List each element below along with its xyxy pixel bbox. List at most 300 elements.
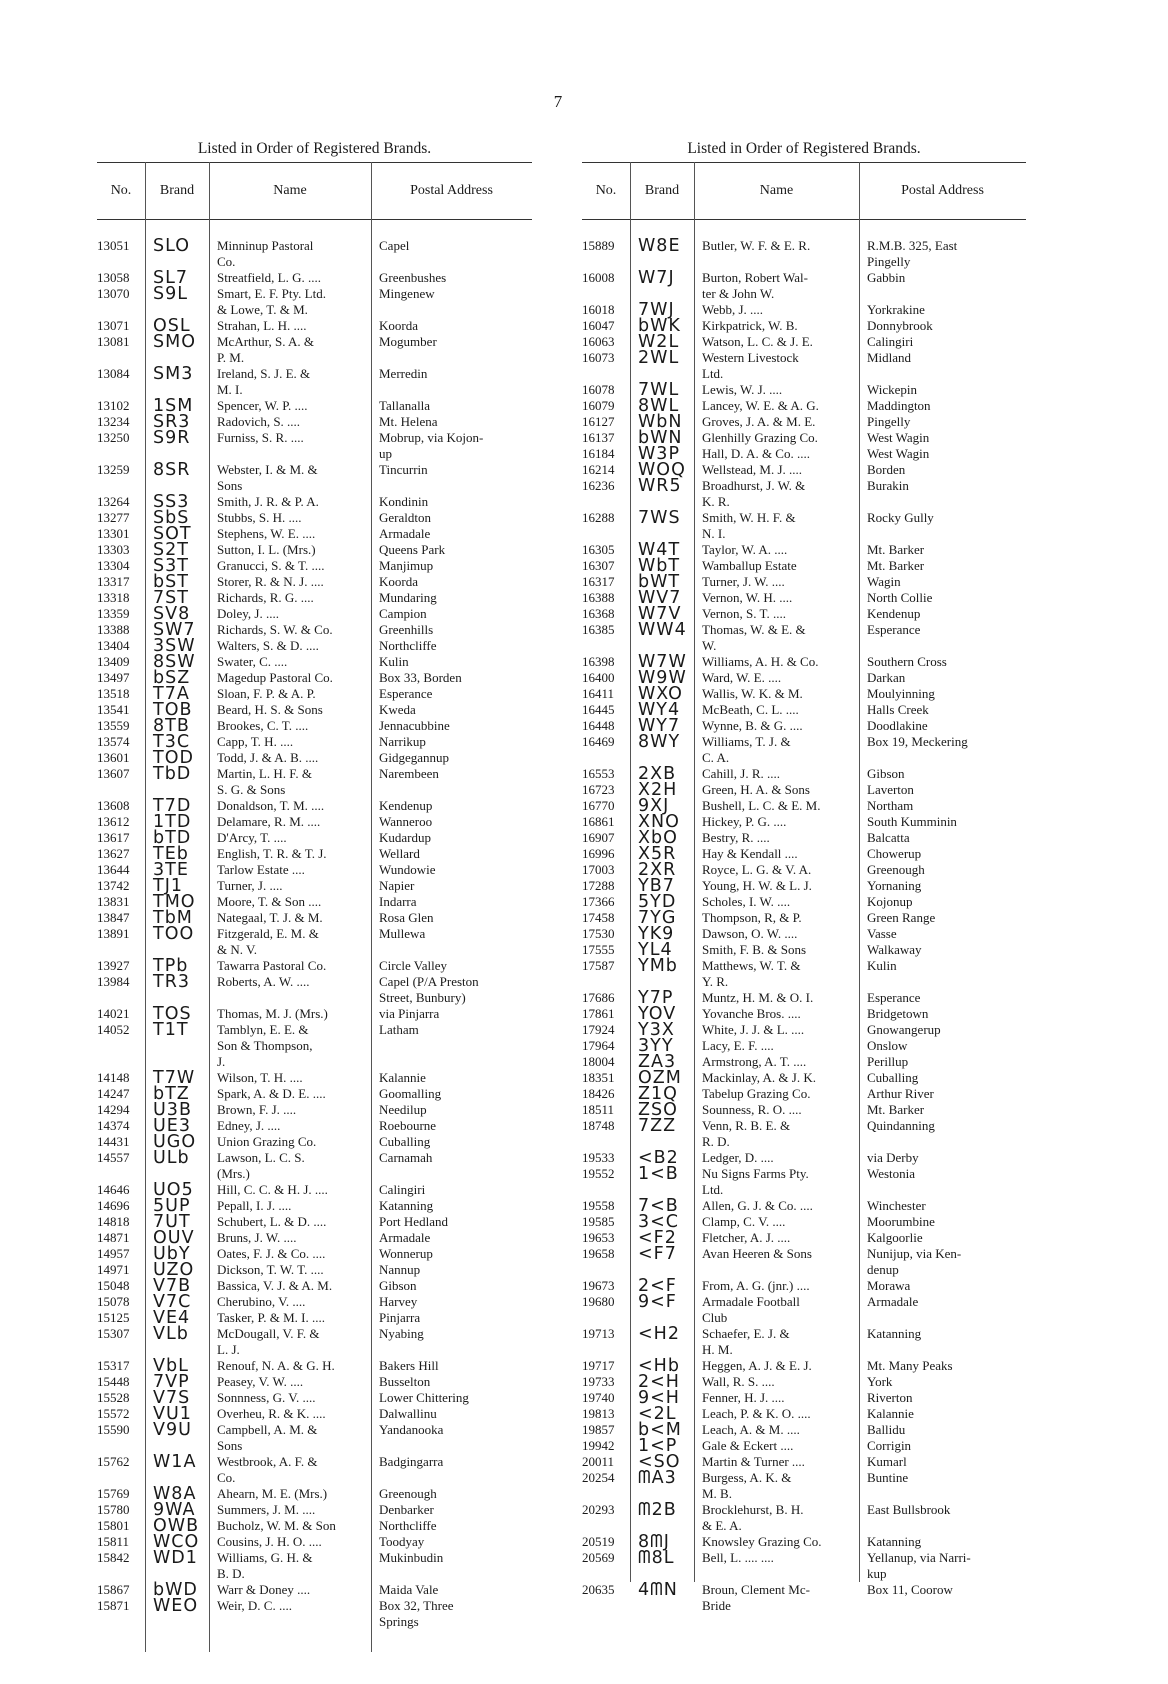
owner-name xyxy=(209,1246,371,1262)
registration-number: 15801 xyxy=(97,1518,130,1533)
owner-name xyxy=(209,878,371,894)
registration-number: 14871 xyxy=(97,1230,130,1245)
brand-mark: XNO xyxy=(638,812,680,832)
owner-name-line: Lacy, E. F. .... xyxy=(702,1038,774,1053)
postal-address xyxy=(371,670,532,686)
postal-address-line: Northcliffe xyxy=(379,1518,437,1533)
postal-address xyxy=(371,1518,532,1534)
brand-mark: W7V xyxy=(638,604,682,624)
brand-mark: WbN xyxy=(638,412,683,432)
registration-number: 16305 xyxy=(582,542,615,557)
owner-name xyxy=(209,974,371,1006)
owner-name-line: Tawarra Pastoral Co. xyxy=(217,958,327,973)
postal-address xyxy=(371,910,532,926)
postal-address-line: Buntine xyxy=(867,1470,909,1485)
registration-number: 13303 xyxy=(97,542,130,557)
registration-number: 16861 xyxy=(582,814,615,829)
owner-name-line: Hall, D. A. & Co. .... xyxy=(702,446,810,461)
brand-mark: TOD xyxy=(153,748,194,768)
registration-number: 15078 xyxy=(97,1294,130,1309)
owner-name xyxy=(694,846,859,862)
owner-name-line: Cahill, J. R. .... xyxy=(702,766,781,781)
postal-address-line: Maddington xyxy=(867,398,931,413)
postal-address-line: Wellard xyxy=(379,846,420,861)
owner-name xyxy=(209,1406,371,1422)
brand-mark: 7ZZ xyxy=(638,1116,677,1136)
table-row xyxy=(582,1550,1026,1582)
registration-number: 13891 xyxy=(97,926,130,941)
brand-mark: 7UT xyxy=(153,1212,191,1232)
owner-name-line: & N. V. xyxy=(217,942,257,957)
postal-address xyxy=(859,270,1026,302)
owner-name xyxy=(209,846,371,862)
owner-name-line: Renouf, N. A. & G. H. xyxy=(217,1358,335,1373)
owner-name xyxy=(209,686,371,702)
brand-mark: XbO xyxy=(638,828,678,848)
brand-mark: 9<H xyxy=(638,1388,680,1408)
owner-name xyxy=(694,542,859,558)
owner-name xyxy=(694,270,859,302)
brand-mark: T1T xyxy=(153,1020,189,1040)
postal-address xyxy=(859,382,1026,398)
postal-address xyxy=(859,1022,1026,1038)
owner-name xyxy=(694,670,859,686)
postal-address xyxy=(859,430,1026,446)
owner-name xyxy=(209,1454,371,1486)
postal-address-line: Kalannie xyxy=(379,1070,426,1085)
registration-number: 13497 xyxy=(97,670,130,685)
registration-number: 20254 xyxy=(582,1470,615,1485)
postal-address xyxy=(371,766,532,798)
owner-name xyxy=(209,894,371,910)
registration-number: 19740 xyxy=(582,1390,615,1405)
postal-address-line: Kulin xyxy=(379,654,409,669)
postal-address-line: Pinjarra xyxy=(379,1310,421,1325)
brand-mark: 2WL xyxy=(638,348,680,368)
brand-mark: V7C xyxy=(153,1292,192,1312)
brand-mark: VU1 xyxy=(153,1404,192,1424)
owner-name xyxy=(209,1550,371,1582)
owner-name xyxy=(209,1182,371,1198)
owner-name-line: Beard, H. S. & Sons xyxy=(217,702,323,717)
registration-number: 16008 xyxy=(582,270,615,285)
postal-address xyxy=(371,238,532,270)
owner-name-line: ter & John W. xyxy=(702,286,775,301)
owner-name-line: Sounness, R. O. .... xyxy=(702,1102,802,1117)
owner-name xyxy=(694,766,859,782)
owner-name xyxy=(694,1406,859,1422)
table-row xyxy=(582,478,1026,510)
brand-mark: VbL xyxy=(153,1356,189,1376)
owner-name xyxy=(694,798,859,814)
owner-name-line: Walters, S. & D. .... xyxy=(217,638,319,653)
postal-address xyxy=(859,718,1026,734)
owner-name-line: Lawson, L. C. S. xyxy=(217,1150,305,1165)
postal-address-line: Mullewa xyxy=(379,926,426,941)
owner-name xyxy=(209,862,371,878)
postal-address-line: Springs xyxy=(379,1614,419,1629)
postal-address-line: Perillup xyxy=(867,1054,909,1069)
owner-name-line: Sloan, F. P. & A. P. xyxy=(217,686,316,701)
owner-name xyxy=(694,478,859,510)
postal-address xyxy=(859,574,1026,590)
brand-mark: T7D xyxy=(153,796,192,816)
owner-name-line: Warr & Doney .... xyxy=(217,1582,311,1597)
owner-name xyxy=(694,1326,859,1358)
owner-name xyxy=(209,814,371,830)
owner-name-line: Ltd. xyxy=(702,366,724,381)
owner-name-line: Knowsley Grazing Co. xyxy=(702,1534,822,1549)
owner-name-line: Bestry, R. .... xyxy=(702,830,770,845)
postal-address xyxy=(371,814,532,830)
owner-name xyxy=(209,1598,371,1630)
registration-number: 14971 xyxy=(97,1262,130,1277)
brand-mark: T7A xyxy=(153,684,190,704)
postal-address-line: Box 19, Meckering xyxy=(867,734,968,749)
owner-name-line: Ltd. xyxy=(702,1182,724,1197)
postal-address xyxy=(371,1422,532,1454)
divider xyxy=(630,162,631,1582)
postal-address xyxy=(371,1582,532,1598)
brand-mark: ULb xyxy=(153,1148,190,1168)
registration-number: 13601 xyxy=(97,750,130,765)
owner-name-line: Groves, J. A. & M. E. xyxy=(702,414,816,429)
registration-number: 13317 xyxy=(97,574,130,589)
postal-address xyxy=(371,1182,532,1198)
postal-address xyxy=(859,1454,1026,1470)
brand-mark: 8WL xyxy=(638,396,680,416)
owner-name-line: Campbell, A. M. & xyxy=(217,1422,318,1437)
postal-address xyxy=(371,558,532,574)
registration-number: 20635 xyxy=(582,1582,615,1597)
registration-number: 16770 xyxy=(582,798,615,813)
postal-address xyxy=(371,510,532,526)
brand-mark: V9U xyxy=(153,1420,192,1440)
postal-address-line: Needilup xyxy=(379,1102,427,1117)
registration-number: 16288 xyxy=(582,510,615,525)
table-row xyxy=(97,766,532,798)
table-row xyxy=(582,1246,1026,1278)
registration-number: 18426 xyxy=(582,1086,615,1101)
owner-name xyxy=(209,1118,371,1134)
table-row xyxy=(97,1454,532,1486)
table-row xyxy=(582,1294,1026,1326)
owner-name xyxy=(694,318,859,334)
postal-address-line: Capel (P/A Preston xyxy=(379,974,479,989)
postal-address xyxy=(371,622,532,638)
postal-address xyxy=(859,558,1026,574)
left-table-body xyxy=(97,238,532,1630)
brand-mark: UE3 xyxy=(153,1116,191,1136)
brand-mark: WbT xyxy=(638,556,681,576)
registration-number: 13051 xyxy=(97,238,130,253)
registration-number: 15307 xyxy=(97,1326,130,1341)
owner-name xyxy=(209,750,371,766)
divider xyxy=(859,162,860,1582)
owner-name xyxy=(694,1022,859,1038)
brand-mark: WEO xyxy=(153,1596,199,1616)
registration-number: 13301 xyxy=(97,526,130,541)
brand-mark: W9W xyxy=(638,668,687,688)
owner-name xyxy=(694,958,859,990)
registration-number: 16723 xyxy=(582,782,615,797)
registration-number: 13102 xyxy=(97,398,130,413)
owner-name-line: Heggen, A. J. & E. J. xyxy=(702,1358,812,1373)
postal-address xyxy=(859,1230,1026,1246)
owner-name-line: Young, H. W. & L. J. xyxy=(702,878,812,893)
postal-address xyxy=(859,1006,1026,1022)
registration-number: 15867 xyxy=(97,1582,130,1597)
table-row xyxy=(582,958,1026,990)
owner-name xyxy=(694,1054,859,1070)
owner-name-line: Wynne, B. & G. .... xyxy=(702,718,803,733)
postal-address xyxy=(859,1102,1026,1118)
registration-number: 17003 xyxy=(582,862,615,877)
owner-name xyxy=(209,238,371,270)
postal-address xyxy=(859,350,1026,382)
registration-number: 19680 xyxy=(582,1294,615,1309)
owner-name xyxy=(209,318,371,334)
postal-address-line: Calingiri xyxy=(379,1182,426,1197)
brand-mark: TbD xyxy=(153,764,192,784)
postal-address-line: Carnamah xyxy=(379,1150,433,1165)
owner-name xyxy=(209,334,371,366)
registration-number: 16398 xyxy=(582,654,615,669)
owner-name-line: Ward, W. E. .... xyxy=(702,670,782,685)
registration-number: 15769 xyxy=(97,1486,130,1501)
registration-number: 14148 xyxy=(97,1070,130,1085)
postal-address xyxy=(859,1038,1026,1054)
owner-name xyxy=(694,814,859,830)
registration-number: 16400 xyxy=(582,670,615,685)
postal-address xyxy=(371,1102,532,1118)
registration-number: 15889 xyxy=(582,238,615,253)
owner-name xyxy=(209,1422,371,1454)
brand-mark: 2<F xyxy=(638,1276,677,1296)
brand-mark: ᗰ2B xyxy=(638,1500,677,1520)
brand-mark: <SO xyxy=(638,1452,681,1472)
owner-name-line: J. xyxy=(217,1054,226,1069)
brand-mark: OSL xyxy=(153,316,191,336)
owner-name-line: Williams, T. J. & xyxy=(702,734,791,749)
registration-number: 15528 xyxy=(97,1390,130,1405)
brand-mark: S9R xyxy=(153,428,191,448)
postal-address xyxy=(371,590,532,606)
postal-address-line: Goomalling xyxy=(379,1086,442,1101)
table-row xyxy=(97,1326,532,1358)
owner-name-line: Martin & Turner .... xyxy=(702,1454,805,1469)
postal-address xyxy=(859,798,1026,814)
postal-address xyxy=(371,526,532,542)
owner-name-line: Swater, C. .... xyxy=(217,654,288,669)
postal-address xyxy=(371,894,532,910)
right-caption: Listed in Order of Registered Brands. xyxy=(687,140,921,157)
registration-number: 19673 xyxy=(582,1278,615,1293)
brand-mark: 3YY xyxy=(638,1036,674,1056)
owner-name-line: McBeath, C. L. .... xyxy=(702,702,799,717)
owner-name-line: Wilson, T. H. .... xyxy=(217,1070,303,1085)
table-row xyxy=(582,270,1026,302)
brand-mark: TOB xyxy=(153,700,193,720)
owner-name xyxy=(209,654,371,670)
registration-number: 13541 xyxy=(97,702,130,717)
postal-address-line: Campion xyxy=(379,606,427,621)
postal-address xyxy=(859,910,1026,926)
registration-number: 15842 xyxy=(97,1550,130,1565)
brand-mark: 1SM xyxy=(153,396,194,416)
postal-address-line: Moorumbine xyxy=(867,1214,935,1229)
owner-name xyxy=(694,302,859,318)
registration-number: 13831 xyxy=(97,894,130,909)
postal-address-line: Yornaning xyxy=(867,878,922,893)
owner-name xyxy=(694,1166,859,1198)
brand-mark: YK9 xyxy=(638,924,675,944)
registration-number: 20293 xyxy=(582,1502,615,1517)
owner-name xyxy=(209,1150,371,1182)
postal-address xyxy=(371,1134,532,1150)
brand-mark: T7W xyxy=(153,1068,196,1088)
postal-address xyxy=(371,1022,532,1070)
owner-name xyxy=(694,1102,859,1118)
postal-address-line: Greenough xyxy=(379,1486,437,1501)
owner-name xyxy=(209,1486,371,1502)
registration-number: 14374 xyxy=(97,1118,130,1133)
brand-mark: <B2 xyxy=(638,1148,679,1168)
owner-name-line: White, J. J. & L. .... xyxy=(702,1022,805,1037)
brand-mark: SV8 xyxy=(153,604,191,624)
postal-address-line: Laverton xyxy=(867,782,914,797)
postal-address xyxy=(859,318,1026,334)
table-row xyxy=(582,734,1026,766)
registration-number: 16996 xyxy=(582,846,615,861)
owner-name-line: R. D. xyxy=(702,1134,730,1149)
brand-mark: W7J xyxy=(638,268,675,288)
postal-address-line: Koorda xyxy=(379,574,418,589)
owner-name-line: Summers, J. M. .... xyxy=(217,1502,316,1517)
brand-mark: SOT xyxy=(153,524,192,544)
postal-address xyxy=(371,606,532,622)
owner-name xyxy=(209,606,371,622)
owner-name-line: Avan Heeren & Sons xyxy=(702,1246,812,1261)
postal-address xyxy=(859,1070,1026,1086)
brand-mark: S3T xyxy=(153,556,189,576)
registration-number: 16448 xyxy=(582,718,615,733)
owner-name-line: Gale & Eckert .... xyxy=(702,1438,794,1453)
registration-number: 18511 xyxy=(582,1102,615,1117)
owner-name-line: Stephens, W. E. .... xyxy=(217,526,316,541)
postal-address xyxy=(371,1598,532,1630)
owner-name xyxy=(694,430,859,446)
postal-address xyxy=(371,366,532,398)
brand-mark: U3B xyxy=(153,1100,192,1120)
postal-address xyxy=(859,1166,1026,1198)
owner-name-line: Brookes, C. T. .... xyxy=(217,718,309,733)
registration-number: 16137 xyxy=(582,430,615,445)
registration-number: 19857 xyxy=(582,1422,615,1437)
postal-address xyxy=(371,1406,532,1422)
owner-name-line: Club xyxy=(702,1310,728,1325)
brand-mark: 7WL xyxy=(638,380,680,400)
registration-number: 13644 xyxy=(97,862,130,877)
postal-address-line: Quindanning xyxy=(867,1118,935,1133)
owner-name-line: Webb, J. .... xyxy=(702,302,764,317)
postal-address xyxy=(371,798,532,814)
postal-address-line: Jennacubbine xyxy=(379,718,450,733)
postal-address-line: Mukinbudin xyxy=(379,1550,444,1565)
registration-number: 15871 xyxy=(97,1598,130,1613)
postal-address xyxy=(371,286,532,318)
brand-mark: 7VP xyxy=(153,1372,190,1392)
registration-number: 14957 xyxy=(97,1246,130,1261)
brand-mark: ZA3 xyxy=(638,1052,677,1072)
owner-name xyxy=(209,1230,371,1246)
registration-number: 14431 xyxy=(97,1134,130,1149)
postal-address xyxy=(859,878,1026,894)
registration-number: 13617 xyxy=(97,830,130,845)
postal-address-line: Latham xyxy=(379,1022,419,1037)
owner-name xyxy=(694,1246,859,1278)
postal-address xyxy=(371,974,532,1006)
owner-name-line: Son & Thompson, xyxy=(217,1038,313,1053)
owner-name xyxy=(694,1038,859,1054)
postal-address xyxy=(859,606,1026,622)
brand-mark: YOV xyxy=(638,1004,677,1024)
owner-name-line: (Mrs.) xyxy=(217,1166,250,1181)
postal-address-line: Northcliffe xyxy=(379,638,437,653)
owner-name-line: Radovich, S. .... xyxy=(217,414,301,429)
postal-address-line: Mingenew xyxy=(379,286,435,301)
postal-address-line: Onslow xyxy=(867,1038,908,1053)
postal-address xyxy=(859,1470,1026,1502)
owner-name-line: Brocklehurst, B. H. xyxy=(702,1502,804,1517)
owner-name-line: Co. xyxy=(217,254,236,269)
brand-mark: bWT xyxy=(638,572,681,592)
owner-name-line: Lancey, W. E. & A. G. xyxy=(702,398,819,413)
postal-address xyxy=(371,846,532,862)
postal-address xyxy=(371,1326,532,1358)
owner-name xyxy=(209,270,371,286)
owner-name xyxy=(694,558,859,574)
owner-name-line: McArthur, S. A. & xyxy=(217,334,314,349)
registration-number: 19585 xyxy=(582,1214,615,1229)
owner-name-line: Richards, R. G. .... xyxy=(217,590,314,605)
owner-name-line: Muntz, H. M. & O. I. xyxy=(702,990,814,1005)
owner-name-line: Minninup Pastoral xyxy=(217,238,314,253)
brand-mark: 9<F xyxy=(638,1292,677,1312)
postal-address xyxy=(371,1006,532,1022)
brand-mark: WCO xyxy=(153,1532,200,1552)
brand-mark: V7S xyxy=(153,1388,191,1408)
brand-mark: bTD xyxy=(153,828,192,848)
postal-address xyxy=(371,1358,532,1374)
postal-address-line: Kendenup xyxy=(867,606,921,621)
owner-name-line: Broadhurst, J. W. & xyxy=(702,478,806,493)
postal-address xyxy=(371,1310,532,1326)
owner-name-line: Co. xyxy=(217,1470,236,1485)
registration-number: 19713 xyxy=(582,1326,615,1341)
owner-name xyxy=(209,558,371,574)
postal-address-line: Balcatta xyxy=(867,830,910,845)
owner-name-line: Nategaal, T. J. & M. xyxy=(217,910,323,925)
owner-name-line: Butler, W. F. & E. R. xyxy=(702,238,811,253)
registration-number: 17924 xyxy=(582,1022,615,1037)
registration-number: 13608 xyxy=(97,798,130,813)
table-row xyxy=(97,1150,532,1182)
postal-address xyxy=(371,878,532,894)
brand-mark: X5R xyxy=(638,844,677,864)
postal-address-line: South Kumminin xyxy=(867,814,957,829)
owner-name-line: M. I. xyxy=(217,382,243,397)
